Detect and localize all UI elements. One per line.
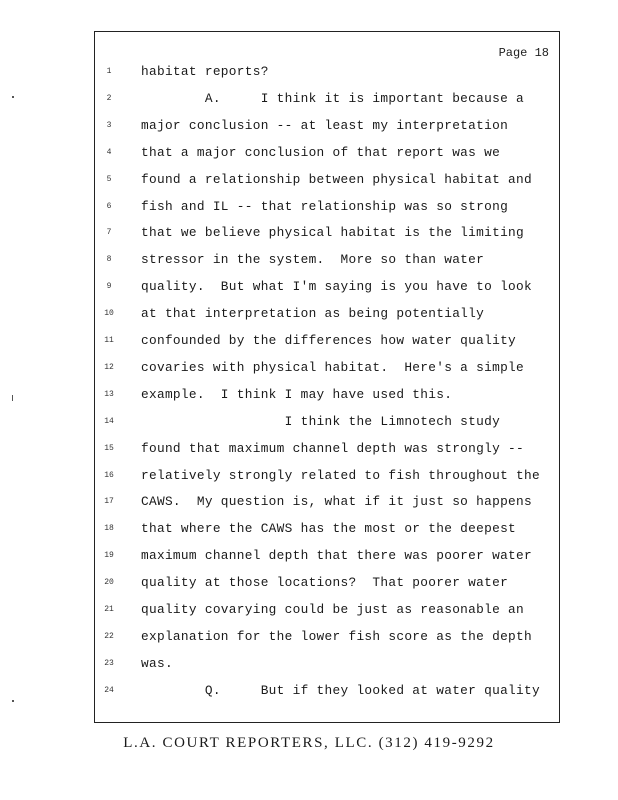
line-number: 13 bbox=[104, 389, 114, 399]
line-number: 22 bbox=[104, 631, 114, 641]
line-text: quality. But what I'm saying is you have to look bbox=[141, 279, 532, 295]
transcript-page-frame bbox=[94, 31, 560, 723]
line-number: 7 bbox=[106, 228, 112, 238]
line-text: that we believe physical habitat is the limiting bbox=[141, 225, 525, 241]
line-number: 15 bbox=[104, 443, 114, 453]
line-number: 12 bbox=[104, 362, 114, 372]
line-text: major conclusion -- at least my interpretation bbox=[141, 117, 509, 133]
line-number: 8 bbox=[106, 255, 112, 265]
scan-speck bbox=[12, 700, 14, 702]
line-text: A. I think it is important because a bbox=[141, 90, 525, 106]
line-text: found a relationship between physical habitat and bbox=[141, 171, 532, 187]
line-text: that a major conclusion of that report was we bbox=[141, 144, 501, 160]
line-number: 1 bbox=[106, 67, 112, 76]
line-number: 2 bbox=[106, 93, 112, 103]
line-text: I think the Limnotech study bbox=[141, 413, 501, 429]
line-text: fish and IL -- that relationship was so strong bbox=[141, 198, 509, 214]
line-number: 3 bbox=[106, 120, 112, 130]
line-number: 4 bbox=[106, 147, 112, 157]
line-text: found that maximum channel depth was strongly -- bbox=[141, 440, 525, 456]
line-text: confounded by the differences how water quality bbox=[141, 333, 517, 348]
line-number: 11 bbox=[104, 336, 114, 345]
line-number: 17 bbox=[104, 497, 114, 507]
line-number: 9 bbox=[106, 282, 112, 292]
court-reporter-footer: L.A. COURT REPORTERS, LLC. (312) 419-9292 bbox=[123, 735, 495, 751]
line-text: stressor in the system. More so than water bbox=[141, 252, 485, 268]
line-number: 14 bbox=[104, 416, 114, 426]
line-number: 5 bbox=[106, 174, 112, 184]
line-text: Q. But if they looked at water quality bbox=[141, 682, 540, 698]
line-text: quality at those locations? That poorer water bbox=[141, 575, 509, 591]
line-number: 24 bbox=[104, 685, 114, 695]
line-text: habitat reports? bbox=[141, 64, 269, 79]
line-number: 16 bbox=[104, 470, 114, 480]
line-number: 23 bbox=[104, 658, 114, 668]
line-text: that where the CAWS has the most or the deepest bbox=[141, 521, 517, 537]
page-number: Page 18 bbox=[498, 46, 549, 60]
scan-speck bbox=[12, 96, 14, 98]
line-number: 18 bbox=[104, 524, 114, 534]
line-text: at that interpretation as being potentially bbox=[141, 306, 485, 322]
scan-speck bbox=[12, 395, 13, 401]
line-number: 19 bbox=[104, 551, 114, 561]
line-text: maximum channel depth that there was poorer water bbox=[141, 548, 532, 564]
line-number: 6 bbox=[106, 201, 112, 211]
line-number: 10 bbox=[104, 309, 114, 319]
line-text: covaries with physical habitat. Here's a simple bbox=[141, 359, 525, 375]
line-text: example. I think I may have used this. bbox=[141, 386, 453, 402]
line-text: explanation for the lower fish score as the depth bbox=[141, 628, 532, 644]
line-text: relatively strongly related to fish throughout the bbox=[141, 467, 540, 483]
line-number: 20 bbox=[104, 578, 114, 588]
line-text: was. bbox=[141, 655, 173, 671]
line-text: CAWS. My question is, what if it just so happens bbox=[141, 494, 532, 510]
line-number: 21 bbox=[104, 605, 114, 614]
line-text: quality covarying could be just as reasonable an bbox=[141, 602, 525, 617]
